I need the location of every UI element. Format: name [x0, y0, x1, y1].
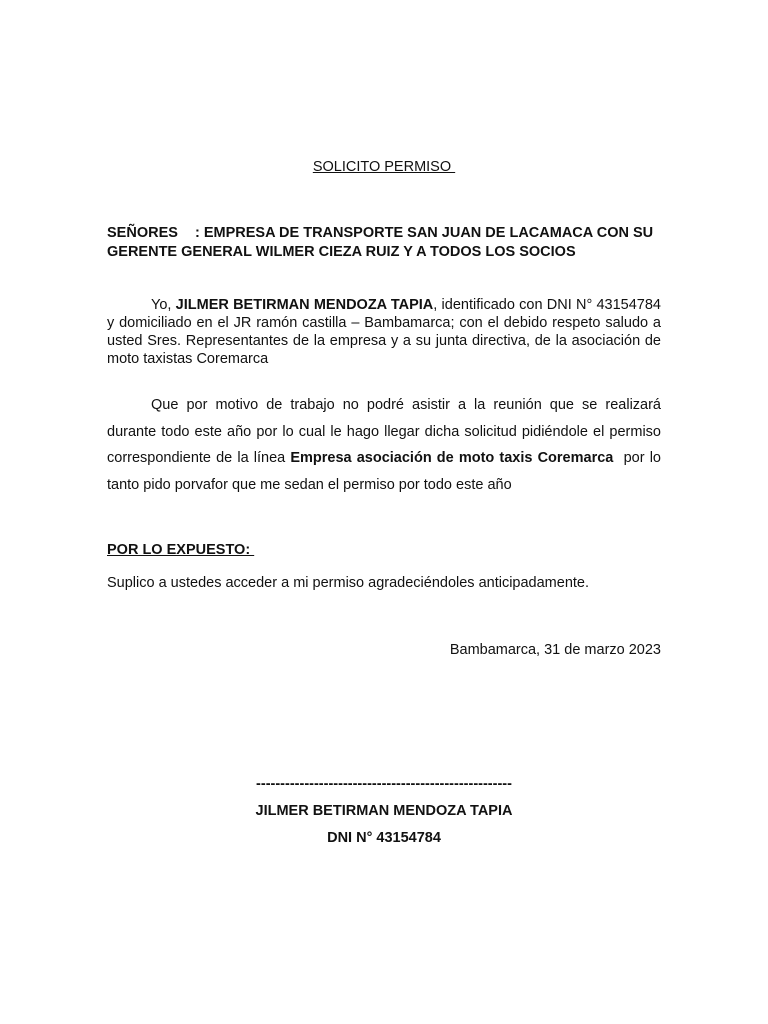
signature-name: JILMER BETIRMAN MENDOZA TAPIA: [255, 803, 513, 819]
date-line: Bambamarca, 31 de marzo 2023: [449, 642, 661, 658]
title-text: SOLICITO PERMISO: [312, 159, 456, 175]
paragraph1-rest: , identificado con DNI N° 43154784 y domiciliado en el JR ramón castilla – Bambamarca; con el debido respeto saludo a usted Sres. Representantes de la empresa y a su junta directiva, de la asociación de moto taxistas Coremarca: [107, 297, 661, 367]
section-heading: [107, 541, 661, 559]
paragraph-request: [107, 392, 666, 498]
supplication-text: Suplico a ustedes acceder a mi permiso agradeciéndoles anticipadamente.: [107, 575, 590, 591]
company-line: Empresa asociación de moto taxis Coremarca: [290, 450, 614, 466]
applicant-name: JILMER BETIRMAN MENDOZA TAPIA: [175, 297, 434, 313]
paragraph1-intro: Yo,: [151, 297, 176, 313]
paragraph-introduction: [107, 296, 661, 368]
signature-dni: DNI N° 43154784: [327, 830, 441, 846]
paragraph2-rest: por lo tanto pido porvafor que me sedan el permiso por todo este año: [107, 450, 666, 493]
document-title: [0, 158, 768, 176]
signature-line: -----------------------------------------------------: [256, 776, 512, 792]
heading-text: POR LO EXPUESTO:: [107, 542, 255, 558]
addressee-block: [107, 224, 661, 262]
addressee-label: SEÑORES: [107, 225, 178, 241]
paragraph2-text: Que por motivo de trabajo no podré asistir a la reunión que se realizará durante todo este año por lo cual le hago llegar dicha solicitud pidiéndole el permiso correspondiente de la línea: [107, 397, 661, 466]
addressee-text: : EMPRESA DE TRANSPORTE SAN JUAN DE LACAMACA CON SU GERENTE GENERAL WILMER CIEZA RUIZ Y A TODOS LOS SOCIOS: [107, 225, 654, 260]
